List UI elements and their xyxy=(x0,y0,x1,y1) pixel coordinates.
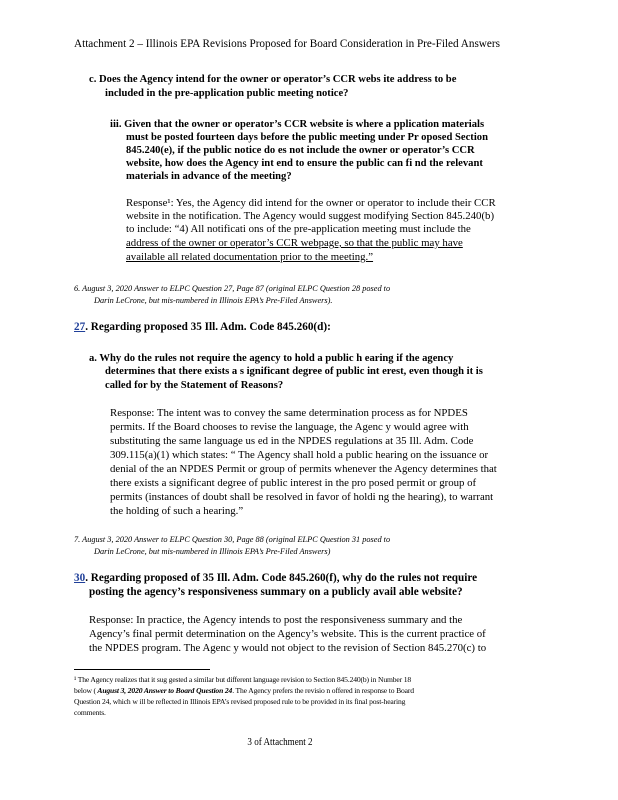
footnote-reference: August 3, 2020 Answer to Board Question 24 xyxy=(95,686,233,695)
response-3-line-1: Response: In practice, the Agency intends to post the responsiveness summary and the xyxy=(89,614,463,626)
question-iii-line-3: 845.240(e), if the public notice do es not include the owner or operator’s CCR xyxy=(126,145,475,156)
response-2-line-6: there exists a significant degree of public interest in the pro posed permit or group of xyxy=(110,477,477,489)
question-a-line-1: a. Why do the rules not require the agency to hold a public h earing if the agency xyxy=(89,353,454,364)
question-a-line-3: called for by the Statement of Reasons? xyxy=(105,380,284,391)
note-6-line-2: Darin LeCrone, but mis-numbered in Illinois EPA’s Pre-Filed Answers). xyxy=(94,296,333,305)
question-30-line-2: posting the agency’s responsiveness summary on a publicly avail able website? xyxy=(89,586,463,598)
question-iii-line-1: iii. Given that the owner or operator’s CCR website is where a pplication materials xyxy=(110,119,485,130)
response-2-line-7: permits (instances of doubt shall be resolved in favor of holdi ng the hearing), to warrant xyxy=(110,491,494,503)
response-1-line-4: address of the owner or operator’s CCR webpage, so that the public may have xyxy=(126,237,463,249)
page-header: Attachment 2 – Illinois EPA Revisions Proposed for Board Consideration in Pre-Filed Answers xyxy=(74,38,500,50)
question-27-heading xyxy=(74,321,331,333)
question-iii-line-4: website, how does the Agency int end to ensure the public can fi nd the relevant xyxy=(126,158,483,169)
response-2-line-2: permits. If the Board chooses to revise the language, the Agenc y would agree with xyxy=(110,421,469,433)
footnote-line-2-end: . The Agency prefers the revisio n offered in response to Board xyxy=(232,686,414,695)
response-2-line-5: denial of the an NPDES Permit or group of permits whenever the Agency determines that xyxy=(110,463,497,475)
footnote-line-2 xyxy=(74,685,414,696)
question-c-line-1: c. Does the Agency intend for the owner or operator’s CCR webs ite address to be xyxy=(89,74,457,85)
note-7-line-1: 7. August 3, 2020 Answer to ELPC Question 30, Page 88 (original ELPC Question 31 posed to xyxy=(74,535,391,544)
response-1-line-5: available all related documentation prior to the meeting.” xyxy=(126,251,374,263)
footnote-line-4: comments. xyxy=(74,708,106,717)
response-2-line-8: the holding of such a hearing.” xyxy=(110,505,244,517)
response-1-line-2: website in the notification. The Agency would suggest modifying Section 845.240(b) xyxy=(126,210,495,222)
page-number-footer: 3 of Attachment 2 xyxy=(247,737,313,748)
question-27-number: 27 xyxy=(74,321,86,333)
response-2-line-1: Response: The intent was to convey the same determination process as for NPDES xyxy=(110,407,468,419)
footnote-line-1: ¹ The Agency realizes that it sug gested a similar but different language revision to Section 845.240(b) in Number 18 xyxy=(74,675,412,684)
question-a-line-2: determines that there exists a s ignificant degree of public int erest, even though it is xyxy=(105,366,483,377)
response-1-line-3: to include: “4) All notificati ons of the pre-application meeting must include the xyxy=(126,223,471,235)
question-30-number: 30 xyxy=(74,572,86,584)
footnote-separator xyxy=(74,669,210,670)
response-1-line-1: Response¹: Yes, the Agency did intend for the owner or operator to include their CCR xyxy=(126,197,496,209)
question-30-text: . Regarding proposed of 35 Ill. Adm. Code 845.260(f), why do the rules not require xyxy=(85,572,478,584)
note-7-line-2: Darin LeCrone, but mis-numbered in Illinois EPA’s Pre-Filed Answers) xyxy=(94,547,331,556)
note-6-line-1: 6. August 3, 2020 Answer to ELPC Question 27, Page 87 (original ELPC Question 28 posed to xyxy=(74,284,391,293)
question-c-line-2: included in the pre-application public meeting notice? xyxy=(105,88,349,99)
response-3-line-3: the NPDES program. The Agenc y would not object to the revision of Section 845.270(c) to xyxy=(89,642,487,654)
footnote-line-3: Question 24, which w ill be reflected in Illinois EPA’s revised proposed rule to be provided in its final post-hearing xyxy=(74,697,406,706)
response-2-line-3: substituting the same language us ed in the NPDES regulations at 35 Ill. Adm. Code xyxy=(110,435,474,447)
question-30-line-1 xyxy=(74,572,477,584)
footnote-line-2-start: below ( xyxy=(74,686,96,695)
question-iii-line-5: materials in advance of the meeting? xyxy=(126,171,292,182)
response-2-line-4: 309.115(a)(1) which states: “ The Agency shall hold a public hearing on the issuance or xyxy=(110,449,489,461)
question-27-text: . Regarding proposed 35 Ill. Adm. Code 845.260(d): xyxy=(85,321,331,333)
response-3-line-2: Agency’s final permit determination on the Agency’s website. This is the current practice of xyxy=(89,628,486,640)
question-iii-line-2: must be posted fourteen days before the public meeting under Pr oposed Section xyxy=(126,132,488,143)
